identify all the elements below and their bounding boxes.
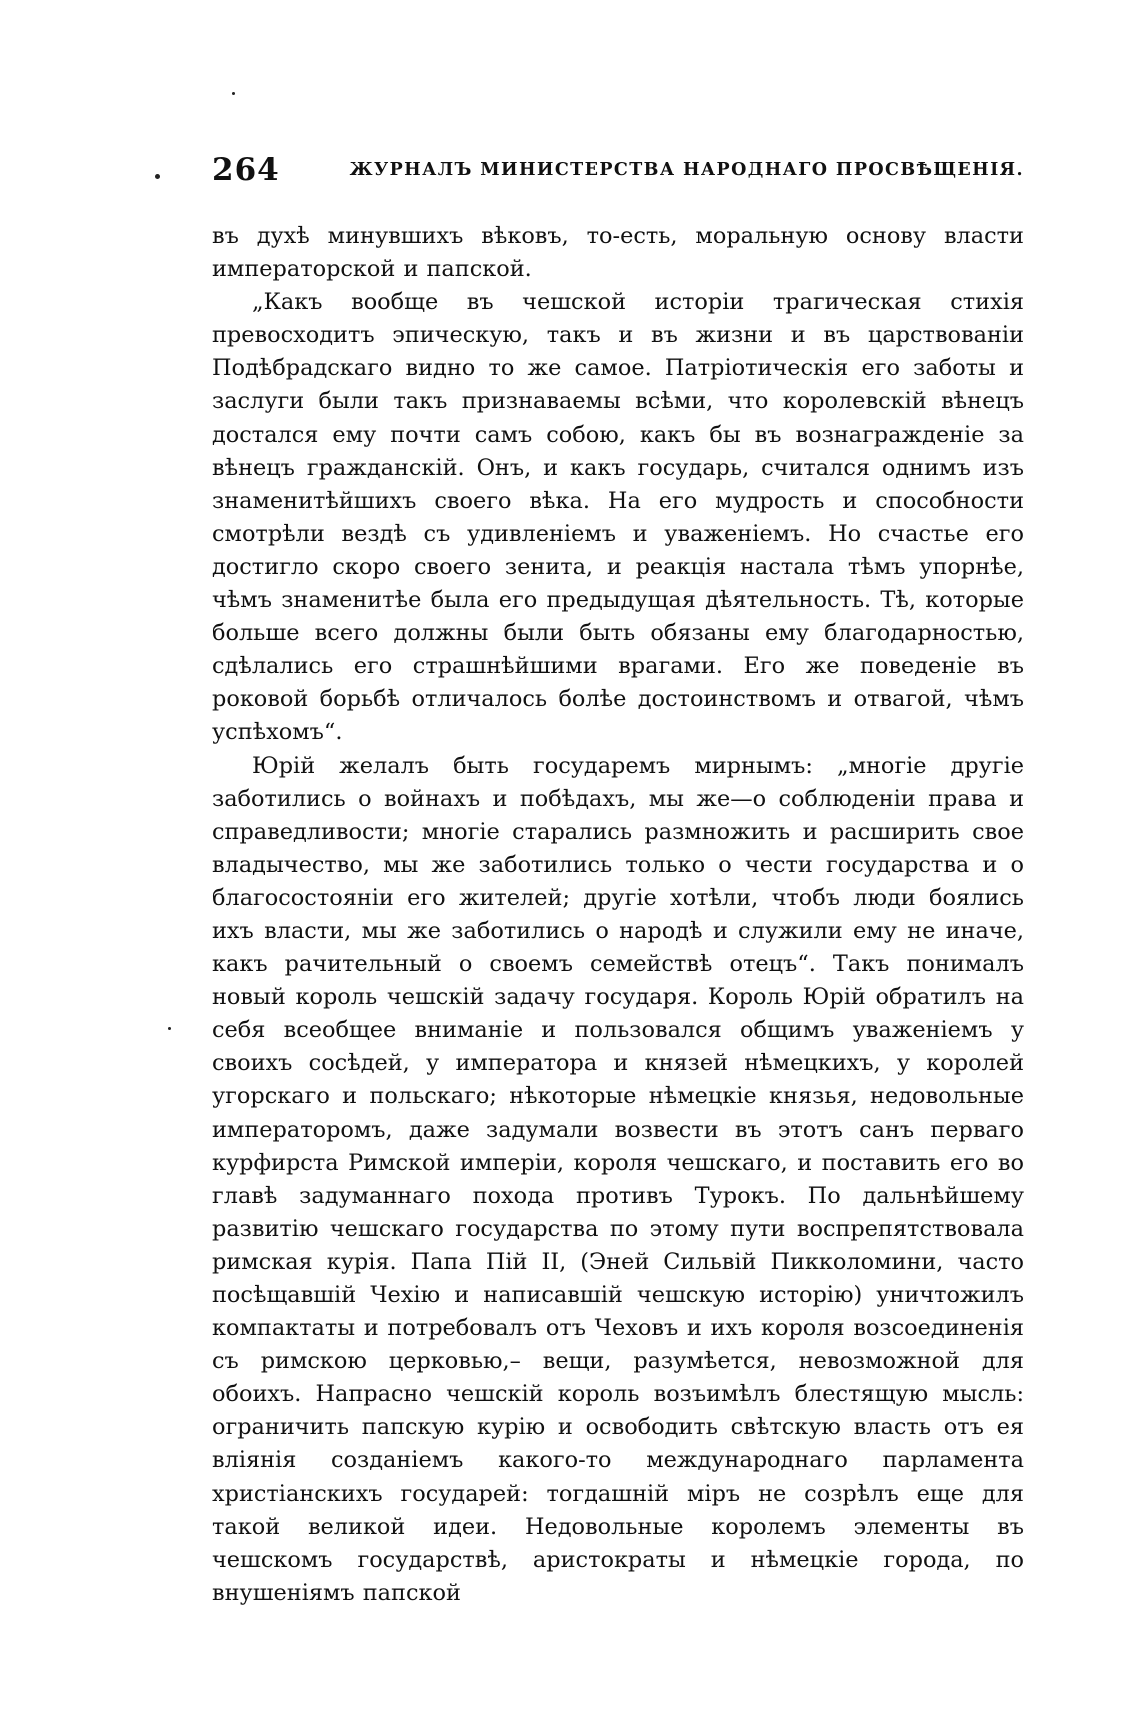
scan-speck bbox=[168, 1027, 171, 1030]
paragraph-main: Юрій желалъ быть государемъ мирнымъ: „многіе другіе заботились о войнахъ и побѣдахъ, мы же—о соблюденіи права и справедливости; многіе старались размножить и расширить свое владычество, мы же заботились только о чести государства и о благосостояніи его жителей; другіе хотѣли, чтобъ люди боялись ихъ власти, мы же заботились о народѣ и служили ему не иначе, какъ рачительный о своемъ семействѣ отецъ“. Такъ понималъ новый король чешскій задачу государя. Король Юрій обратилъ на себя всеобщее вниманіе и пользовался общимъ уваженіемъ у своихъ сосѣдей, у императора и князей нѣмецкихъ, у королей угорскаго и польскаго; нѣкоторые нѣмецкіе князья, недовольные императоромъ, даже задумали возвести въ этотъ санъ перваго курфирста Римской имперіи, короля чешскаго, и поставить его во главѣ задуманнаго похода противъ Турокъ. По дальнѣйшему развитію чешскаго государства по этому пути воспрепятствовала римская курія. Папа Пій II, (Эней Сильвій Пикколомини, часто посѣщавшій Чехію и написавшій чешскую исторію) уничтожилъ компактаты и потребовалъ отъ Чеховъ и ихъ короля возсоединенія съ римскою церковью,– вещи, разумѣется, невозможной для обоихъ. Напрасно чешскій король возъимѣлъ блестящую мысль: ограничить папскую курію и освободить свѣтскую власть отъ ея вліянія созданіемъ какого-то международнаго парламента христіанскихъ государей: тогдашній міръ не созрѣлъ еще для такой великой идеи. Недовольные королемъ элементы въ чешскомъ государствѣ, аристократы и нѣмецкіе города, по внушеніямъ папской bbox=[212, 752, 1024, 1606]
paragraph-continuation: въ духѣ минувшихъ вѣковъ, то-есть, моральную основу власти императорской и папской. bbox=[212, 223, 1024, 283]
scan-speck bbox=[232, 92, 235, 95]
paragraph-quotation: „Какъ вообще въ чешской исторіи трагическая стихія превосходитъ эпическую, такъ и въ жизни и въ царствованіи Подѣбрадскаго видно то же самое. Патріотическія его заботы и заслуги были такъ признаваемы всѣми, что королевскій вѣнецъ достался ему почти самъ собою, какъ бы въ вознагражденіе за вѣнецъ гражданскій. Онъ, и какъ государь, считался однимъ изъ знаменитѣйшихъ своего вѣка. На его мудрость и способности смотрѣли вездѣ съ удивленіемъ и уваженіемъ. Но счастье его достигло скоро своего зенита, и реакція настала тѣмъ упорнѣе, чѣмъ знаменитѣе была его предыдущая дѣятельность. Тѣ, которые больше всего должны были быть обязаны ему благодарностью, сдѣлались его страшнѣйшими врагами. Его же поведеніе въ роковой борьбѣ отличалось болѣе достоинствомъ и отвагой, чѣмъ успѣхомъ“. bbox=[212, 289, 1024, 746]
body-text bbox=[212, 220, 1024, 1610]
running-header bbox=[212, 152, 1024, 196]
scan-speck bbox=[155, 174, 160, 179]
page-number: 264 bbox=[212, 152, 280, 188]
journal-title: ЖУРНАЛЪ МИНИСТЕРСТВА НАРОДНАГО ПРОСВѢЩЕНІЯ. bbox=[349, 160, 1024, 180]
